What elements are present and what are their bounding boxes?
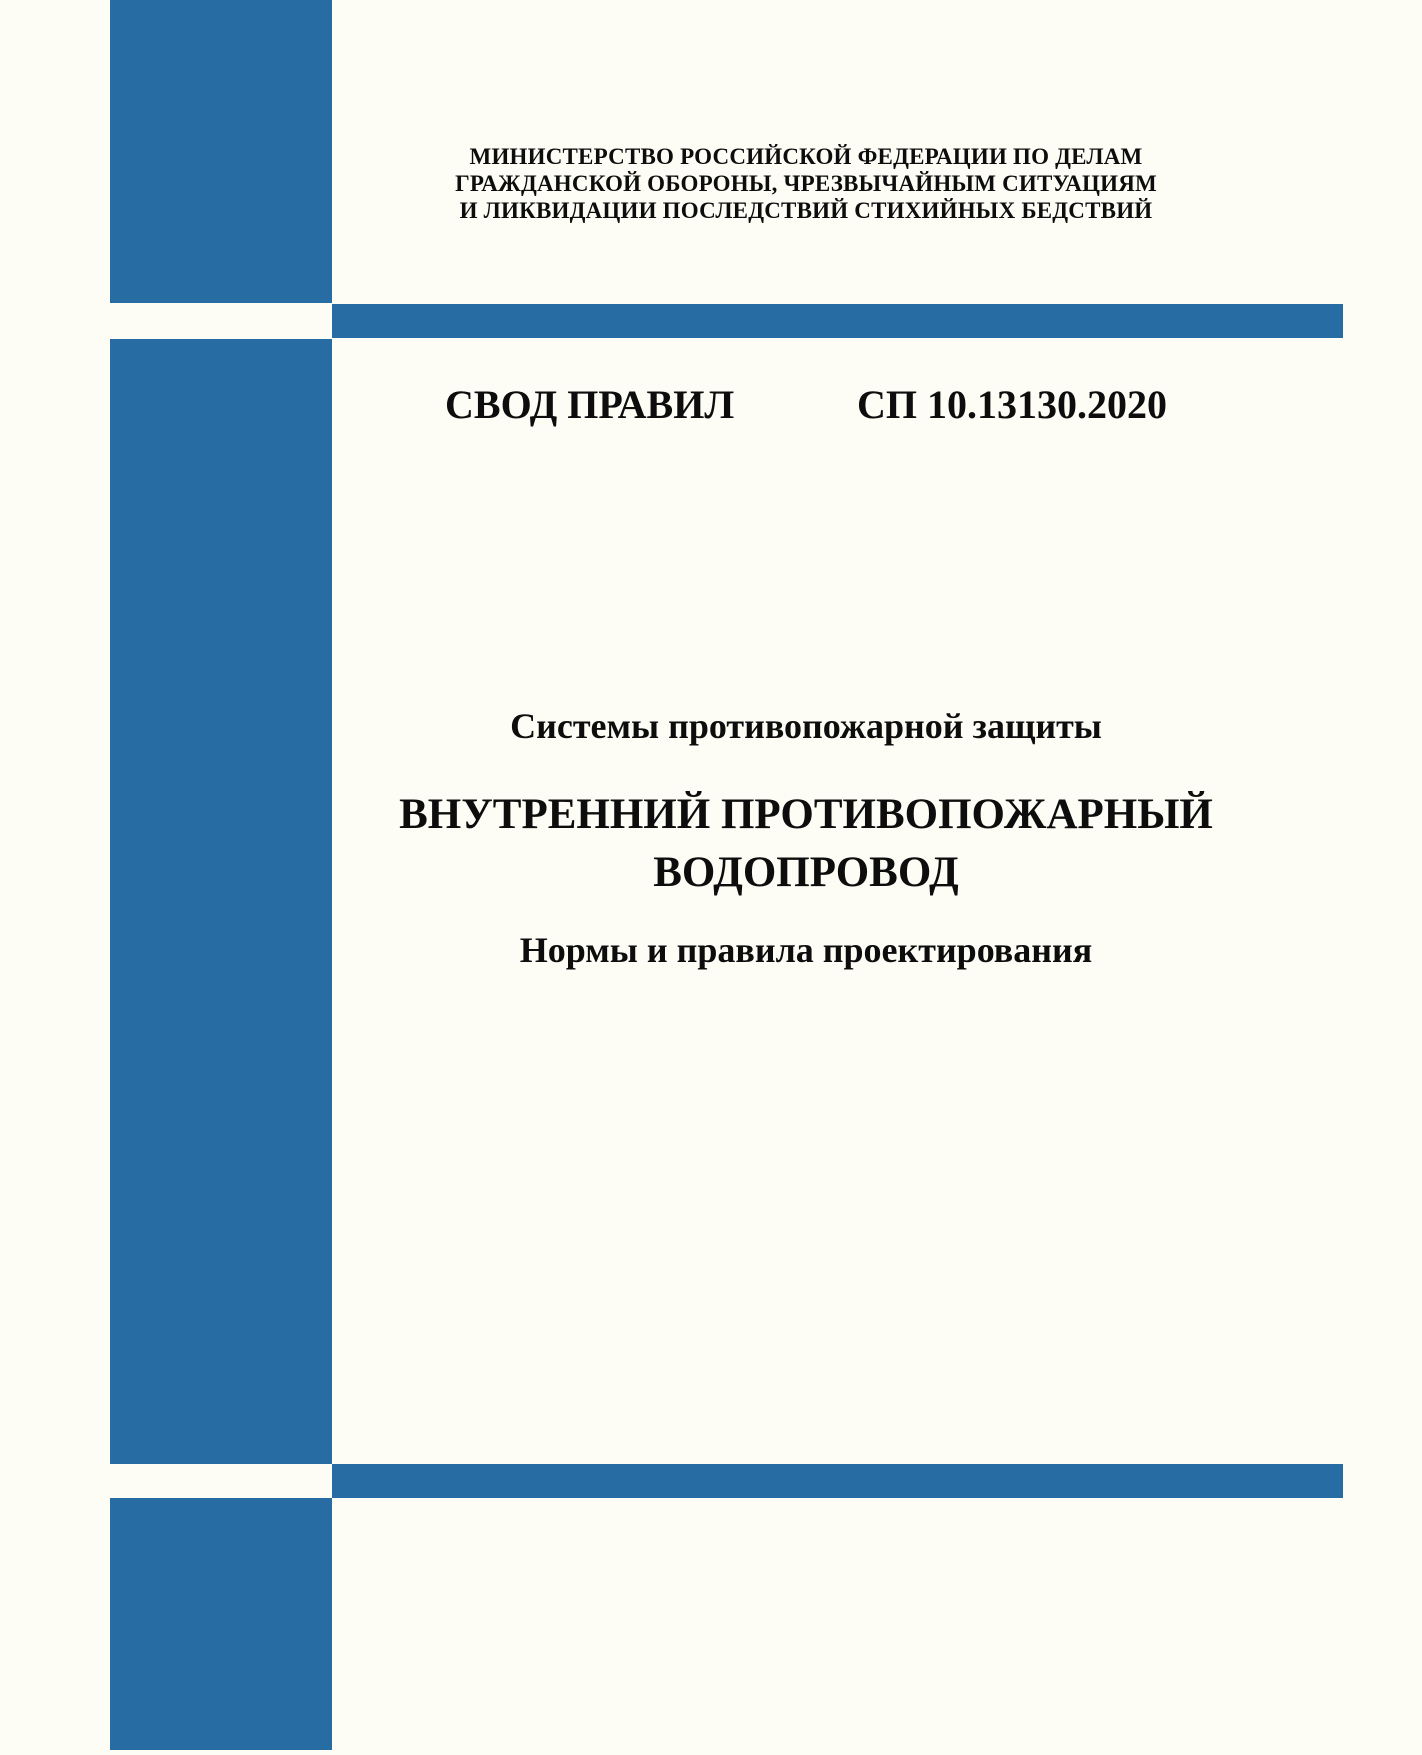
left-accent-bar-middle-segment xyxy=(110,339,332,1464)
bottom-divider-bar xyxy=(332,1464,1343,1498)
ministry-header-line-1: МИНИСТЕРСТВО РОССИЙСКОЙ ФЕДЕРАЦИИ ПО ДЕЛАМ xyxy=(469,144,1143,169)
document-subtitle: Нормы и правила проектирования xyxy=(519,930,1093,970)
main-title-line-1: ВНУТРЕННИЙ ПРОТИВОПОЖАРНЫЙ xyxy=(399,791,1213,838)
left-accent-bar-bottom-segment xyxy=(110,1498,332,1750)
top-divider-bar xyxy=(332,304,1343,338)
ministry-header-line-2: ГРАЖДАНСКОЙ ОБОРОНЫ, ЧРЕЗВЫЧАЙНЫМ СИТУАЦИЯМ xyxy=(455,171,1157,196)
system-title: Системы противопожарной защиты xyxy=(510,706,1102,746)
doc-type-row xyxy=(445,383,1167,427)
ministry-header-line-3: И ЛИКВИДАЦИИ ПОСЛЕДСТВИЙ СТИХИЙНЫХ БЕДСТВИЙ xyxy=(459,198,1153,223)
main-title xyxy=(332,786,1280,902)
main-title-line-2: ВОДОПРОВОД xyxy=(653,849,959,896)
left-accent-bar-top-segment xyxy=(110,0,332,303)
doc-type-label: СВОД ПРАВИЛ xyxy=(445,382,735,427)
ministry-header xyxy=(332,143,1280,224)
doc-number-label: СП 10.13130.2020 xyxy=(857,382,1167,427)
